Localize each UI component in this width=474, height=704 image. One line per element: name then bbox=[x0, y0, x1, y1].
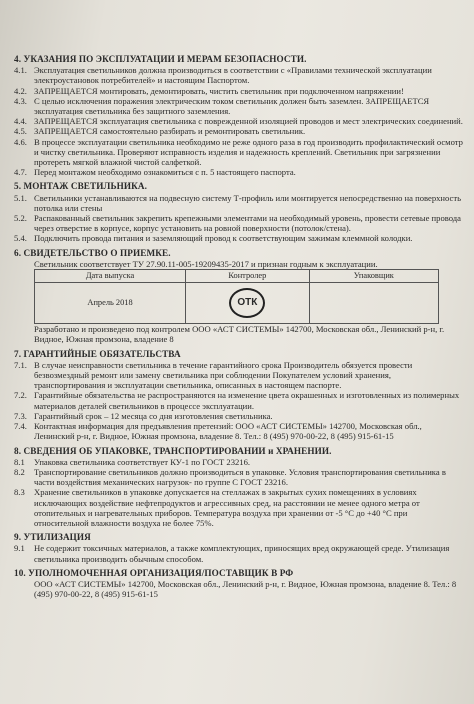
list-item: 4.5. ЗАПРЕЩАЕТСЯ самостоятельно разбирать и ремонтировать светильник. bbox=[14, 126, 306, 137]
inspector-cell bbox=[186, 283, 310, 324]
section-5-title: 5. МОНТАЖ СВЕТИЛЬНИКА. bbox=[14, 181, 148, 192]
section-10-title: 10. УПОЛНОМОЧЕННАЯ ОРГАНИЗАЦИЯ/ПОСТАВЩИК В РФ bbox=[14, 567, 294, 578]
list-item: 4.2. ЗАПРЕЩАЕТСЯ монтировать, демонтировать, чистить светильник при подключенном напряжении! bbox=[14, 85, 404, 96]
section-4-title: 4. УКАЗАНИЯ ПО ЭКСПЛУАТАЦИИ И МЕРАМ БЕЗОПАСНОСТИ. bbox=[14, 54, 307, 64]
list-item: 4.4. ЗАПРЕЩАЕТСЯ эксплуатация светильника с поврежденной изоляцией проводов и мест электрических соединений. bbox=[14, 116, 463, 127]
column-header: Дата выпуска bbox=[35, 270, 186, 283]
column-header: Контролер bbox=[186, 270, 310, 283]
acceptance-statement: Светильник соответствует ТУ 27.90.11-005-19209435-2017 и признан годным к эксплуатации. bbox=[34, 258, 378, 269]
list-item: 4.3. С целью исключения поражения электрическим током светильник должен быть заземлен. ЗАПРЕЩАЕТСЯ эксплуатация светильника без защитного заземления. bbox=[14, 95, 430, 117]
list-item: 4.7. Перед монтажом необходимо ознакомиться с п. 5 настоящего паспорта. bbox=[14, 167, 296, 178]
list-item: 7.2. Гарантийные обязательства не распространяются на изменение цвета окрашенных и изготовленных из полимерных материалов деталей светильников в процессе эксплуатации. bbox=[14, 390, 460, 411]
list-item: 4.6. В процессе эксплуатации светильника необходимо не реже одного раза в год производить профилактический осмотр и чистку светильника. Проверяют исправность изделия и надежность креплений. Светильник при загрязнении протереть мягкой влажной чистой салфеткой. bbox=[14, 136, 463, 168]
otk-stamp: ОТК bbox=[229, 288, 265, 318]
list-item: 5.4. Подключить провода питания и заземляющий провод к соответствующим зажимам клеммной колодки. bbox=[14, 233, 413, 244]
list-item: 7.3. Гарантийный срок – 12 месяца со дня изготовления светильника. bbox=[14, 410, 273, 421]
manufacturer-note: Разработано и произведено под контролем ООО «АСТ СИСТЕМЫ» 142700, Московская обл., Ленинский р-н, г. Видное, Южная промзона, владение 8 bbox=[34, 324, 445, 345]
list-item: 5.2. Распакованный светильник закрепить крепежными элементами на необходимый уровень, провести сетевые провода через отверстие в корпусе, корпус установить на ровной поверхности (потолок/стена). bbox=[14, 213, 461, 234]
column-header: Упаковщик bbox=[309, 270, 438, 283]
section-8-title: 8. СВЕДЕНИЯ ОБ УПАКОВКЕ, ТРАНСПОРТИРОВАНИИ и ХРАНЕНИИ. bbox=[14, 445, 332, 456]
packer-cell bbox=[309, 283, 438, 324]
document-body bbox=[14, 50, 464, 599]
list-item: 8.1 Упаковка светильника соответствует КУ-1 по ГОСТ 23216. bbox=[14, 456, 251, 467]
list-item: 8.2 Транспортирование светильников должно производиться в упаковке. Условия транспортирования светильника в части воздействия механических нагрузок- по группе С ГОСТ 23216. bbox=[14, 466, 446, 488]
release-date: Апрель 2018 bbox=[35, 283, 186, 324]
list-item: 7.4. Контактная информация для предъявления претензий: ООО «АСТ СИСТЕМЫ» 142700, Московская обл., Ленинский р-н, г. Видное, Южная промзона, владение 8. Тел.: 8 (495) 970-00-22, 8 (495) 915-61-15 bbox=[14, 421, 422, 442]
list-item: 5.1. Светильники устанавливаются на подвесную систему Т-профиль или монтируется непосредственно на поверхность потолка или стены bbox=[14, 192, 462, 213]
section-9-title: 9. УТИЛИЗАЦИЯ bbox=[14, 532, 91, 543]
supplier-contacts: ООО «АСТ СИСТЕМЫ» 142700, Московская обл., Ленинский р-н, г. Видное, Южная промзона, владение 8. Тел.: 8 (495) 970-00-22, 8 (495) 915-61-15 bbox=[34, 578, 457, 600]
list-item: 7.1. В случае неисправности светильника в течение гарантийного срока Производитель обязуется провести безвозмездный ремонт или замену светильника при соблюдении Покупателем условий хранения, транспортирования и эксплуатации светильника, описанных в настоящем паспорте. bbox=[14, 359, 413, 391]
section-6-title: 6. СВИДЕТЕЛЬСТВО О ПРИЕМКЕ. bbox=[14, 247, 171, 258]
list-item: 8.3 Хранение светильников в упаковке допускается на стеллажах в закрытых сухих помещениях в условиях исключающих воздействие нефтепродуктов и агрессивных сред, на расстоянии не менее одного метра от отопительных и нагревательных приборов. Температура воздуха при хранении от -5 °С до +40 °С при относительной влажности воздуха не более 75%. bbox=[14, 487, 420, 528]
section-7-title: 7. ГАРАНТИЙНЫЕ ОБЯЗАТЕЛЬСТВА bbox=[14, 348, 181, 359]
list-item: 4.1. Эксплуатация светильников должна производиться в соответствии с «Правилами технической эксплуатации электроустановок потребителей» и настоящим Паспортом. bbox=[14, 65, 432, 86]
list-item: 9.1 Не содержит токсичных материалов, а также комплектующих, приносящих вред окружающей среде. Утилизация светильника производить обычным способом. bbox=[14, 543, 450, 564]
acceptance-table bbox=[34, 269, 439, 324]
